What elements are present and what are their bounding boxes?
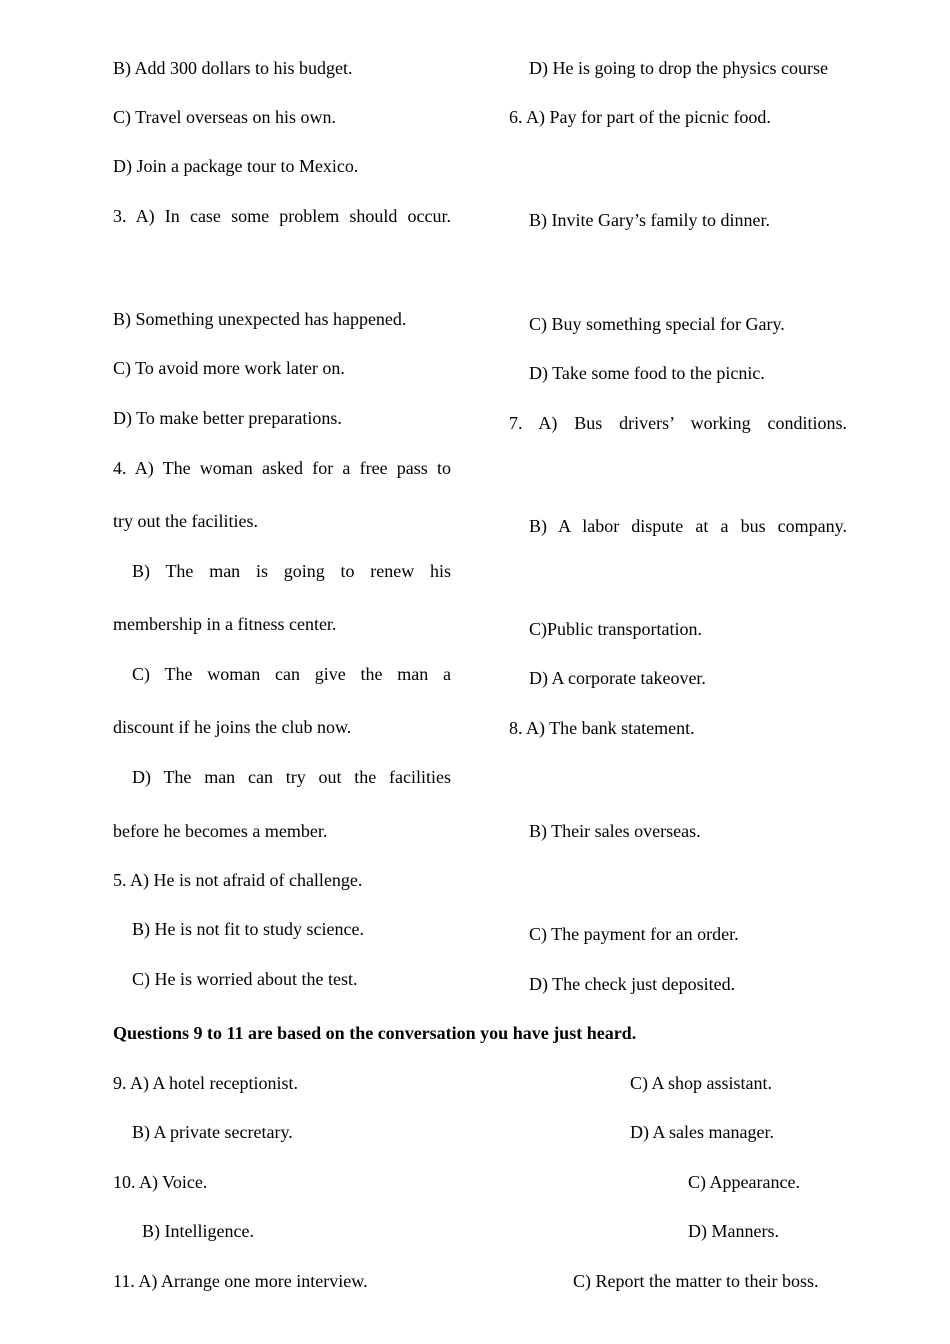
option-text: C) Travel overseas on his own. [113, 107, 336, 127]
option-text-continued: try out the facilities. [113, 511, 258, 531]
option-text: B) The man is going to renew his [132, 561, 451, 581]
option-text-continued: discount if he joins the club now. [113, 717, 352, 737]
question-option: 9. A) A hotel receptionist. [113, 1073, 298, 1093]
option-text: B) A labor dispute at a bus company. [529, 516, 847, 536]
option-text-continued: before he becomes a member. [113, 821, 328, 841]
option-text: D) The man can try out the facilities [132, 767, 451, 787]
option-text: D) Join a package tour to Mexico. [113, 156, 359, 176]
option-text: C) The payment for an order. [529, 924, 739, 944]
question-option: 6. A) Pay for part of the picnic food. [509, 107, 771, 127]
option-text: D) The check just deposited. [529, 974, 736, 994]
option-text: C) Appearance. [688, 1172, 800, 1192]
option-text: C) A shop assistant. [630, 1073, 773, 1093]
option-text: D) A sales manager. [630, 1122, 774, 1142]
question-option: 3. A) In case some problem should occur. [113, 206, 451, 226]
question-option: 4. A) The woman asked for a free pass to [113, 458, 451, 478]
option-text: D) A corporate takeover. [529, 668, 706, 688]
option-text: D) Take some food to the picnic. [529, 363, 765, 383]
question-option: 8. A) The bank statement. [509, 718, 695, 738]
option-text: B) He is not fit to study science. [132, 919, 364, 939]
option-text: C) The woman can give the man a [132, 664, 451, 684]
section-heading: Questions 9 to 11 are based on the conversation you have just heard. [113, 1023, 637, 1043]
option-text: C) To avoid more work later on. [113, 358, 345, 378]
option-text: C) Buy something special for Gary. [529, 314, 785, 334]
option-text: B) Invite Gary’s family to dinner. [529, 210, 770, 230]
option-text: C) He is worried about the test. [132, 969, 358, 989]
option-text-continued: membership in a fitness center. [113, 614, 337, 634]
option-text: C) Report the matter to their boss. [573, 1271, 819, 1291]
option-text: B) Intelligence. [142, 1221, 254, 1241]
option-text: B) Their sales overseas. [529, 821, 701, 841]
option-text: C)Public transportation. [529, 619, 702, 639]
option-text: D) To make better preparations. [113, 408, 342, 428]
question-option: 5. A) He is not afraid of challenge. [113, 870, 363, 890]
question-option: 11. A) Arrange one more interview. [113, 1271, 368, 1291]
option-text: D) Manners. [688, 1221, 779, 1241]
option-text: B) A private secretary. [132, 1122, 293, 1142]
question-option: 10. A) Voice. [113, 1172, 208, 1192]
option-text: B) Something unexpected has happened. [113, 309, 407, 329]
option-text: D) He is going to drop the physics course [529, 58, 828, 78]
question-option: 7. A) Bus drivers’ working conditions. [509, 413, 847, 433]
option-text: B) Add 300 dollars to his budget. [113, 58, 353, 78]
